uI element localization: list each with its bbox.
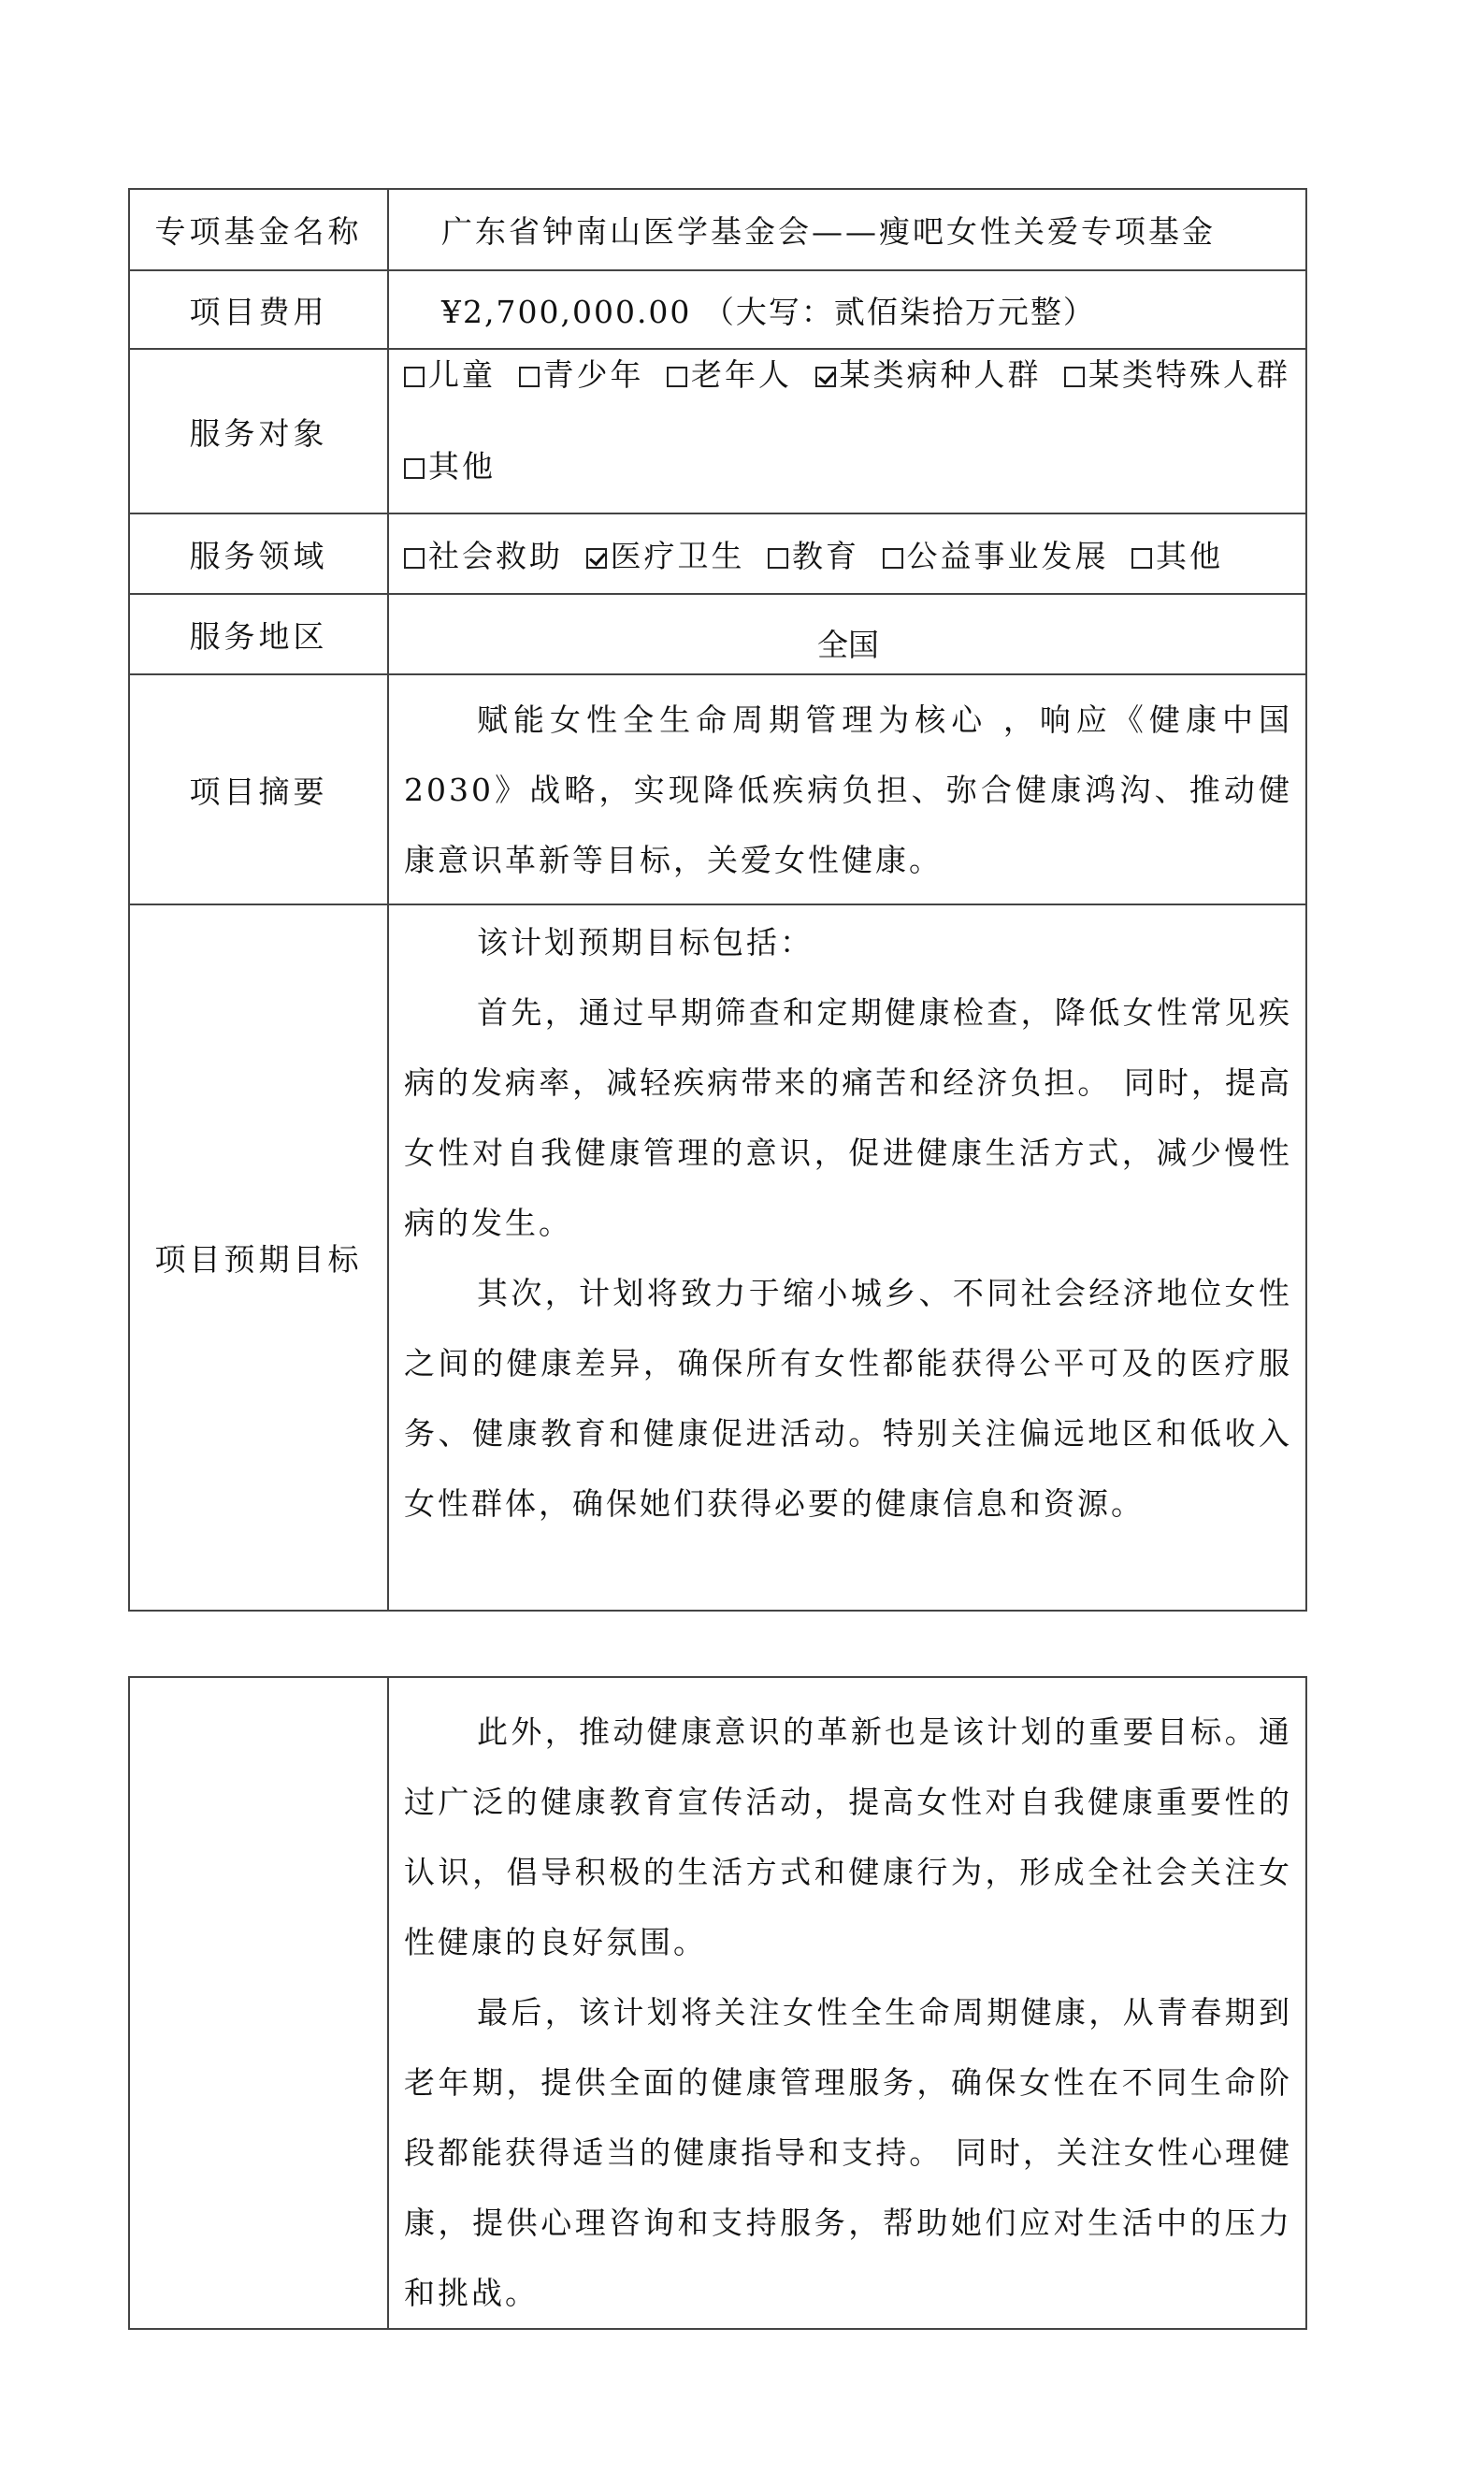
field-option-social-aid[interactable]: 社会救助 [404,538,563,574]
goals-row [129,904,1306,1611]
target-option-disease-group[interactable]: 某类病种人群 [815,356,1042,393]
fund-value: 广东省钟南山医学基金会——瘦吧女性关爱专项基金 [388,189,1306,270]
checkbox-icon[interactable] [404,458,425,479]
target-option-other[interactable]: 其他 [404,448,496,484]
goals-continued-row [129,1677,1306,2329]
checkbox-icon[interactable] [883,548,903,569]
checkbox-icon[interactable] [404,367,425,387]
field-label: 服务领域 [129,513,388,594]
field-option-public-welfare[interactable]: 公益事业发展 [883,538,1109,574]
summary-label: 项目摘要 [129,674,388,904]
project-goals-continued-table [128,1676,1307,2330]
region-row [129,594,1306,674]
goals-continued-label-cell [129,1677,388,2329]
checkbox-icon[interactable] [667,367,687,387]
fund-label: 专项基金名称 [129,189,388,270]
field-row [129,513,1306,594]
checkbox-icon[interactable] [519,367,540,387]
field-option-medical[interactable]: 医疗卫生 [586,538,745,574]
target-option-teens[interactable]: 青少年 [519,356,644,393]
region-label: 服务地区 [129,594,388,674]
target-label: 服务对象 [129,349,388,513]
fund-row [129,189,1306,270]
field-option-other[interactable]: 其他 [1131,538,1223,574]
goals-intro: 该计划预期目标包括： [477,924,814,961]
checkbox-checked-icon[interactable] [586,548,607,569]
summary-text: 赋能女性全生命周期管理为核心 ，响应《健康中国2030》战略，实现降低疾病负担、弥合健康鸿沟、推动健康意识革新等目标，关爱女性健康。 [404,701,1292,878]
target-row [129,349,1306,513]
goals-continued-cell [388,1677,1306,2329]
checkbox-checked-icon[interactable] [815,367,836,387]
field-options [388,513,1306,594]
target-option-elderly[interactable]: 老年人 [667,356,792,393]
cost-label: 项目费用 [129,270,388,349]
goals-paragraph-3: 此外，推动健康意识的革新也是该计划的重要目标。通过广泛的健康教育宣传活动，提高女性对自我健康重要性的认识，倡导积极的生活方式和健康行为，形成全社会关注女性健康的良好氛围。 [404,1713,1292,1960]
checkbox-icon[interactable] [404,548,425,569]
goals-paragraph-4: 最后，该计划将关注女性全生命周期健康，从青春期到老年期，提供全面的健康管理服务，确保女性在不同生命阶段都能获得适当的健康指导和支持。 同时，关注女性心理健康，提供心理咨询和支持服务，帮助她们应对生活中的压力和挑战。 [404,1994,1292,2311]
checkbox-icon[interactable] [1064,367,1085,387]
target-option-special-group[interactable]: 某类特殊人群 [1064,356,1290,393]
region-value: 全国 [388,594,1306,674]
checkbox-icon[interactable] [768,548,788,569]
cost-value: ¥2,700,000.00 （大写：贰佰柒拾万元整） [388,270,1306,349]
goals-paragraph-2: 其次，计划将致力于缩小城乡、不同社会经济地位女性之间的健康差异，确保所有女性都能获得公平可及的医疗服务、健康教育和健康促进活动。特别关注偏远地区和低收入女性群体，确保她们获得必要的健康信息和资源。 [404,1275,1292,1522]
checkbox-icon[interactable] [1131,548,1152,569]
field-option-education[interactable]: 教育 [768,538,859,574]
target-option-children[interactable]: 儿童 [404,356,496,393]
goals-label: 项目预期目标 [129,904,388,1611]
goals-cell [388,904,1306,1611]
target-options-list [404,329,1292,513]
summary-cell [388,674,1306,904]
goals-paragraph-1: 首先，通过早期筛查和定期健康检查，降低女性常见疾病的发病率，减轻疾病带来的痛苦和经济负担。 同时，提高女性对自我健康管理的意识，促进健康生活方式，减少慢性病的发生。 [404,994,1292,1241]
project-info-table [128,188,1307,1612]
target-options [388,349,1306,513]
summary-row [129,674,1306,904]
